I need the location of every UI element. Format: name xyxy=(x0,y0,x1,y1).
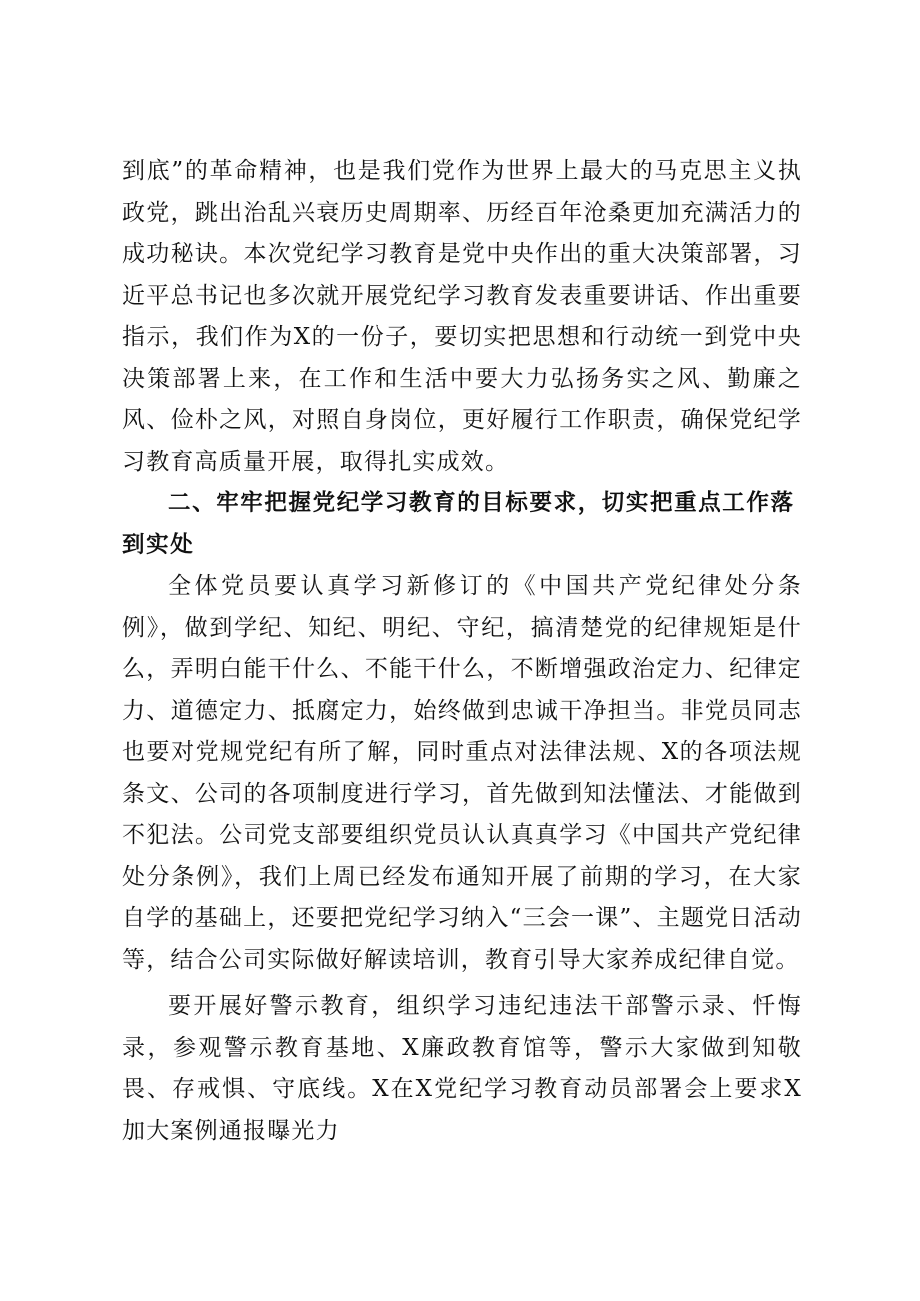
paragraph-study-regulations: 全体党员要认真学习新修订的《中国共产党纪律处分条例》，做到学纪、知纪、明纪、守纪，搞清楚党的纪律规矩是什么，弄明白能干什么、不能干什么，不断增强政治定力、纪律定力、道德定力、抵腐定力，始终做到忠诚干净担当。非党员同志也要对党规党纪有所了解，同时重点对法律法规、X的各项法规条文、公司的各项制度进行学习，首先做到知法懂法、才能做到不犯法。公司党支部要组织党员认认真真学习《中国共产党纪律处分条例》，我们上周已经发布通知开展了前期的学习，在大家自学的基础上，还要把党纪学习纳入“三会一课”、主题党日活动等，结合公司实际做好解读培训，教育引导大家养成纪律自觉。 xyxy=(122,573,802,973)
section-heading: 二、牢牢把握党纪学习教育的目标要求，切实把重点工作落到实处 xyxy=(122,490,795,558)
paragraph-warning-education: 要开展好警示教育，组织学习违纪违法干部警示录、忏悔录，参观警示教育基地、X廉政教育馆等，警示大家做到知敬畏、存戒惧、守底线。X在X党纪学习教育动员部署会上要求X加大案例通报曝光力 xyxy=(122,993,802,1144)
document-body xyxy=(122,151,802,1152)
paragraph-continued: 到底”的革命精神，也是我们党作为世界上最大的马克思主义执政党，跳出治乱兴衰历史周期率、历经百年沧桑更加充满活力的成功秘诀。本次党纪学习教育是党中央作出的重大决策部署，习近平总书记也多次就开展党纪学习教育发表重要讲话、作出重要指示，我们作为X的一份子，要切实把思想和行动统一到党中央决策部署上来，在工作和生活中要大力弘扬务实之风、勤廉之风、俭朴之风，对照自身岗位，更好履行工作职责，确保党纪学习教育高质量开展，取得扎实成效。 xyxy=(122,158,802,475)
